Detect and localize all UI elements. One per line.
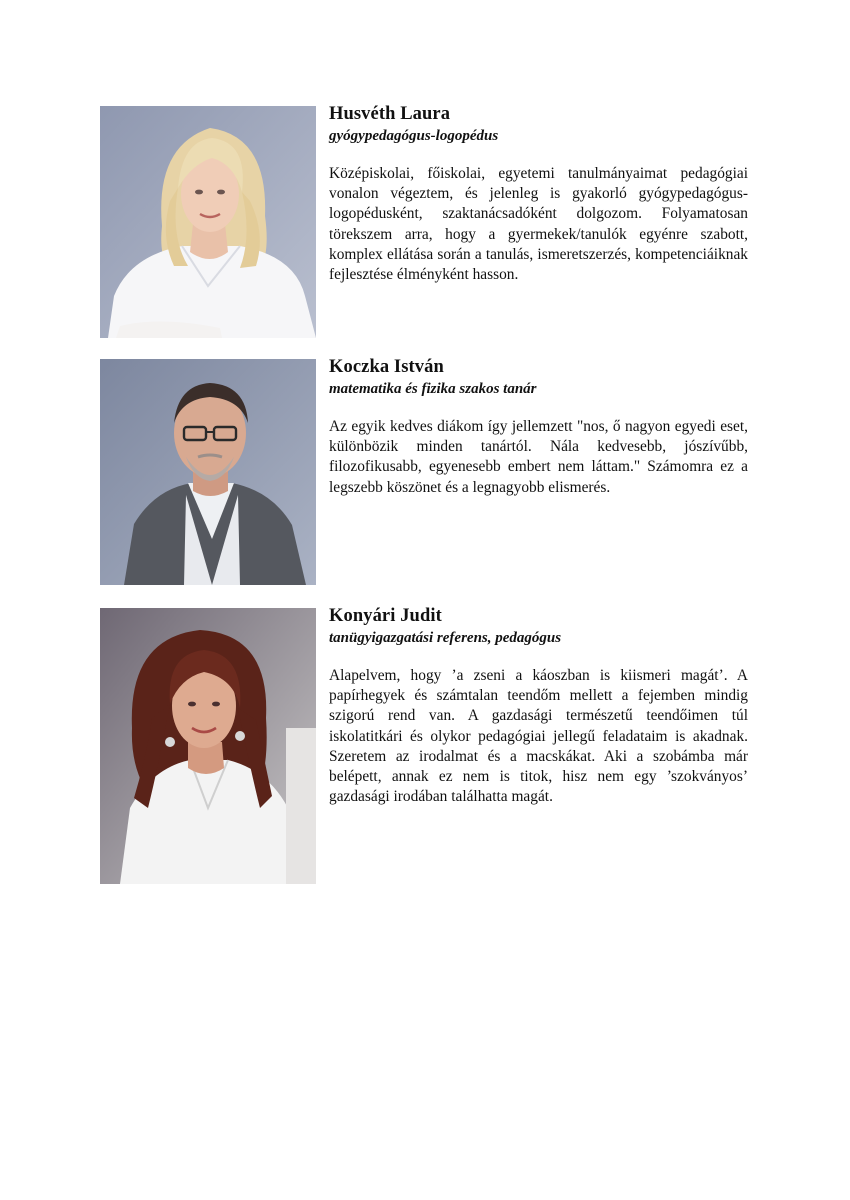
- profile-text-husveth-laura: [329, 102, 748, 285]
- profile-text-koczka-istvan: [329, 355, 748, 498]
- profile-card-konyari-judit: [100, 608, 748, 884]
- profile-name: Koczka István: [329, 357, 444, 377]
- profile-bio: Alapelvem, hogy ’a zseni a káoszban is kiismeri magát’. A papírhegyek és számtalan teendőm mellett a fejemben mindig szigorú rend van. A gazdasági természetű teendőimen túl iskolatitkári és olykor pedagógiai jellegű feladataim is akadnak. Szeretem az irodalmat és a macskákat. Aki a szobámba már belépett, annak ez nem is titok, hisz nem egy ’szokványos’ gazdasági irodában találhatta magát.: [329, 667, 748, 806]
- profile-card-husveth-laura: [100, 106, 748, 338]
- profile-role: matematika és fizika szakos tanár: [329, 381, 537, 397]
- profile-name: Husvéth Laura: [329, 104, 451, 124]
- profile-name: Konyári Judit: [329, 606, 442, 626]
- portrait-photo-konyari-judit: [100, 608, 316, 884]
- profile-role: tanügyigazgatási referens, pedagógus: [329, 630, 562, 646]
- profile-bio: Az egyik kedves diákom így jellemzett "nos, ő nagyon egyedi eset, különbözik minden tanártól. Nála kedvesebb, jószívűbb, filozofikusabb, egyenesebb embert nem láttam." Számomra ez a legszebb köszönet és a legnagyobb elismerés.: [329, 418, 748, 496]
- portrait-photo-koczka-istvan: [100, 359, 316, 585]
- profile-card-koczka-istvan: [100, 359, 748, 585]
- profile-role: gyógypedagógus-logopédus: [329, 128, 499, 144]
- profile-text-konyari-judit: [329, 604, 748, 807]
- portrait-photo-husveth-laura: [100, 106, 316, 338]
- profile-bio: Középiskolai, főiskolai, egyetemi tanulmányaimat pedagógiai vonalon végeztem, és jelenleg is gyakorló gyógypedagógus-logopédusként, szaktanácsadóként dolgozom. Folyamatosan törekszem arra, hogy a gyermekek/tanulók egyénre szabott, komplex ellátása során a tanulás, ismeretszerzés, kompetenciáiknak fejlesztése élményként hasson.: [329, 165, 748, 284]
